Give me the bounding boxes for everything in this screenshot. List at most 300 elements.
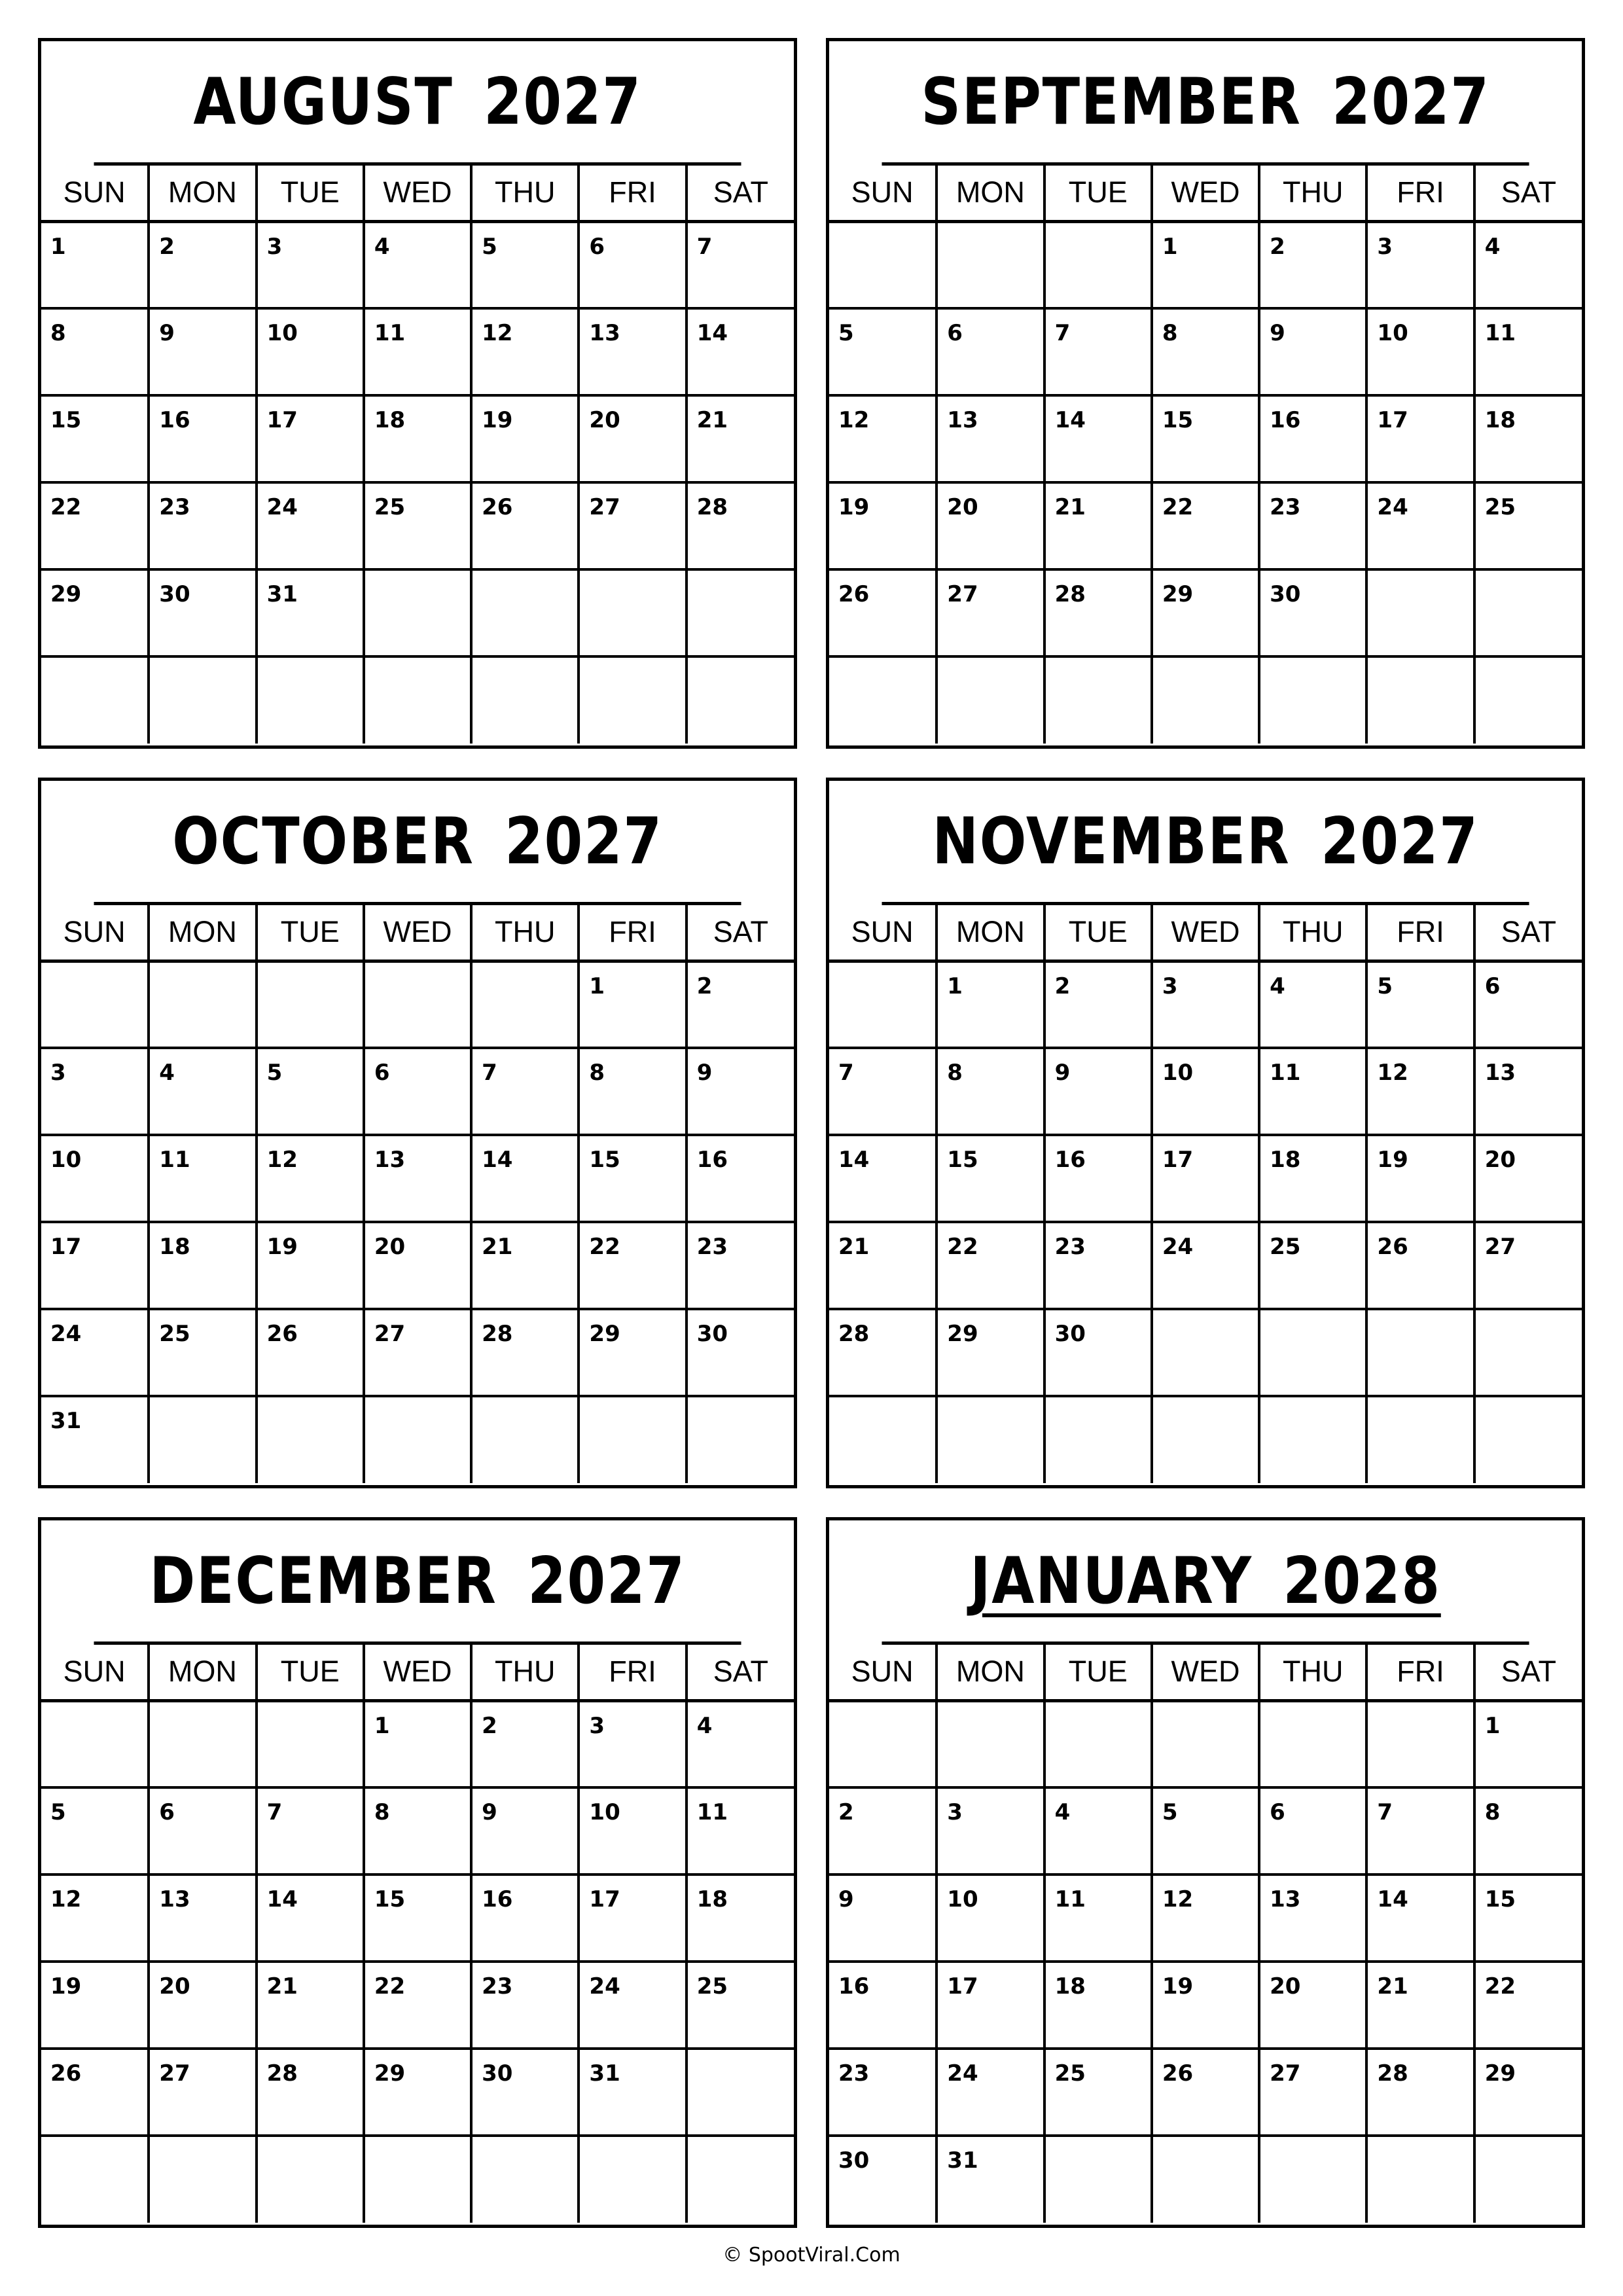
weekday-label: TUE — [1044, 1645, 1152, 1700]
day-cell — [471, 656, 579, 744]
day-cell — [1044, 221, 1152, 308]
weekday-label: SAT — [1474, 1645, 1582, 1700]
day-cell: 29 — [579, 1309, 686, 1396]
day-cell: 25 — [1259, 1222, 1366, 1309]
month-grid — [41, 905, 794, 1483]
day-cell — [149, 2136, 256, 2223]
copyright-footer: © SpootViral.Com — [722, 2244, 901, 2267]
day-cell: 28 — [687, 482, 794, 569]
week-row — [41, 1787, 794, 1874]
weekday-label: SAT — [687, 1645, 794, 1700]
day-cell: 12 — [41, 1874, 149, 1962]
day-cell: 10 — [579, 1787, 686, 1874]
day-cell: 23 — [1044, 1222, 1152, 1309]
weekday-label: THU — [1259, 166, 1366, 221]
day-cell: 11 — [687, 1787, 794, 1874]
day-cell — [687, 1396, 794, 1483]
day-cell: 26 — [1366, 1222, 1474, 1309]
day-cell: 11 — [364, 308, 471, 395]
week-row — [829, 1874, 1582, 1962]
weekday-label: SAT — [687, 166, 794, 221]
day-cell: 28 — [257, 2049, 364, 2136]
day-cell — [257, 656, 364, 744]
weekday-label: MON — [149, 905, 256, 961]
weekday-label: SUN — [829, 1645, 936, 1700]
day-cell: 25 — [1474, 482, 1582, 569]
weekday-label: FRI — [1366, 1645, 1474, 1700]
day-cell: 14 — [829, 1135, 936, 1222]
day-cell: 24 — [41, 1309, 149, 1396]
day-cell: 2 — [471, 1700, 579, 1787]
day-cell — [936, 1396, 1044, 1483]
day-cell — [1366, 1309, 1474, 1396]
calendar-august-2027 — [38, 38, 797, 749]
week-row — [829, 2049, 1582, 2136]
day-cell — [579, 2136, 686, 2223]
day-cell: 29 — [364, 2049, 471, 2136]
day-cell: 11 — [1259, 1048, 1366, 1135]
day-cell: 29 — [41, 569, 149, 656]
day-cell — [149, 961, 256, 1048]
day-cell: 26 — [1152, 2049, 1259, 2136]
day-cell: 14 — [1366, 1874, 1474, 1962]
month-grid — [829, 905, 1582, 1483]
day-cell: 13 — [1474, 1048, 1582, 1135]
week-row — [829, 656, 1582, 744]
day-cell: 6 — [149, 1787, 256, 1874]
day-cell: 24 — [1152, 1222, 1259, 1309]
day-cell — [257, 1700, 364, 1787]
day-cell: 26 — [471, 482, 579, 569]
day-cell: 18 — [1259, 1135, 1366, 1222]
week-row — [41, 482, 794, 569]
day-cell — [41, 961, 149, 1048]
week-row — [41, 1700, 794, 1787]
day-cell: 23 — [149, 482, 256, 569]
day-cell: 27 — [1259, 2049, 1366, 2136]
day-cell: 10 — [1152, 1048, 1259, 1135]
day-cell: 28 — [1366, 2049, 1474, 2136]
day-cell — [829, 656, 936, 744]
day-cell — [687, 2136, 794, 2223]
week-row — [829, 569, 1582, 656]
week-row — [41, 1222, 794, 1309]
day-cell: 5 — [41, 1787, 149, 1874]
week-row — [41, 2136, 794, 2223]
day-cell: 27 — [1474, 1222, 1582, 1309]
day-cell: 14 — [471, 1135, 579, 1222]
day-cell — [1259, 1396, 1366, 1483]
day-cell: 17 — [936, 1962, 1044, 2049]
day-cell: 21 — [1366, 1962, 1474, 2049]
week-row — [829, 1222, 1582, 1309]
day-cell: 10 — [936, 1874, 1044, 1962]
day-cell: 9 — [1044, 1048, 1152, 1135]
day-cell — [1474, 656, 1582, 744]
day-cell: 26 — [829, 569, 936, 656]
day-cell: 30 — [1259, 569, 1366, 656]
day-cell: 4 — [1259, 961, 1366, 1048]
day-cell: 23 — [687, 1222, 794, 1309]
day-cell — [829, 1700, 936, 1787]
day-cell — [364, 569, 471, 656]
weekday-label: SUN — [829, 166, 936, 221]
day-cell: 16 — [149, 395, 256, 482]
day-cell: 25 — [149, 1309, 256, 1396]
day-cell: 2 — [829, 1787, 936, 1874]
day-cell: 3 — [257, 221, 364, 308]
day-cell — [149, 656, 256, 744]
day-cell: 17 — [579, 1874, 686, 1962]
day-cell: 8 — [579, 1048, 686, 1135]
week-row — [829, 482, 1582, 569]
day-cell: 30 — [687, 1309, 794, 1396]
day-cell: 13 — [579, 308, 686, 395]
day-cell: 4 — [364, 221, 471, 308]
weekday-label: TUE — [257, 905, 364, 961]
day-cell — [1152, 1396, 1259, 1483]
day-cell — [1044, 1396, 1152, 1483]
day-cell: 1 — [936, 961, 1044, 1048]
day-cell — [1044, 2136, 1152, 2223]
day-cell: 6 — [579, 221, 686, 308]
weekday-label: FRI — [1366, 166, 1474, 221]
day-cell: 15 — [936, 1135, 1044, 1222]
weekday-label: MON — [149, 166, 256, 221]
day-cell — [1474, 1396, 1582, 1483]
day-cell — [149, 1396, 256, 1483]
day-cell: 18 — [1474, 395, 1582, 482]
weekday-label: SAT — [687, 905, 794, 961]
day-cell: 22 — [936, 1222, 1044, 1309]
weekday-label: FRI — [579, 166, 686, 221]
day-cell — [1474, 2136, 1582, 2223]
day-cell: 2 — [149, 221, 256, 308]
day-cell — [829, 961, 936, 1048]
week-row — [829, 1787, 1582, 1874]
month-grid — [829, 166, 1582, 744]
day-cell: 3 — [579, 1700, 686, 1787]
weekday-label: SUN — [41, 905, 149, 961]
day-cell: 26 — [257, 1309, 364, 1396]
day-cell: 15 — [1152, 395, 1259, 482]
day-cell: 4 — [149, 1048, 256, 1135]
weekday-header-row — [41, 166, 794, 221]
week-row — [41, 1874, 794, 1962]
day-cell: 7 — [1366, 1787, 1474, 1874]
day-cell: 20 — [364, 1222, 471, 1309]
day-cell: 27 — [149, 2049, 256, 2136]
weekday-label: WED — [1152, 1645, 1259, 1700]
day-cell: 13 — [364, 1135, 471, 1222]
day-cell: 29 — [1152, 569, 1259, 656]
day-cell: 12 — [1366, 1048, 1474, 1135]
day-cell: 2 — [1259, 221, 1366, 308]
calendar-january-2028 — [826, 1517, 1585, 2228]
day-cell: 25 — [364, 482, 471, 569]
week-row — [829, 961, 1582, 1048]
month-grid — [41, 1645, 794, 2223]
day-cell: 10 — [1366, 308, 1474, 395]
day-cell: 6 — [364, 1048, 471, 1135]
day-cell: 3 — [1152, 961, 1259, 1048]
weekday-label: TUE — [257, 1645, 364, 1700]
day-cell — [1044, 656, 1152, 744]
weekday-label: THU — [471, 166, 579, 221]
day-cell: 17 — [41, 1222, 149, 1309]
day-cell: 16 — [687, 1135, 794, 1222]
day-cell: 5 — [1366, 961, 1474, 1048]
weekday-label: WED — [1152, 166, 1259, 221]
day-cell — [471, 961, 579, 1048]
week-row — [829, 1396, 1582, 1483]
week-row — [41, 395, 794, 482]
day-cell: 1 — [1474, 1700, 1582, 1787]
day-cell — [579, 656, 686, 744]
day-cell — [829, 221, 936, 308]
day-cell — [1152, 1309, 1259, 1396]
week-row — [41, 1309, 794, 1396]
weekday-label: MON — [936, 905, 1044, 961]
day-cell: 24 — [936, 2049, 1044, 2136]
weekday-label: SUN — [41, 1645, 149, 1700]
week-row — [829, 308, 1582, 395]
day-cell: 21 — [471, 1222, 579, 1309]
day-cell: 17 — [257, 395, 364, 482]
day-cell: 17 — [1366, 395, 1474, 482]
week-row — [829, 1962, 1582, 2049]
month-title: AUGUST 2027 — [94, 41, 741, 166]
day-cell — [1259, 2136, 1366, 2223]
day-cell: 20 — [1259, 1962, 1366, 2049]
day-cell: 19 — [1152, 1962, 1259, 2049]
day-cell — [936, 656, 1044, 744]
weekday-label: FRI — [1366, 905, 1474, 961]
day-cell: 5 — [471, 221, 579, 308]
day-cell: 12 — [1152, 1874, 1259, 1962]
day-cell: 12 — [257, 1135, 364, 1222]
day-cell — [364, 2136, 471, 2223]
day-cell — [471, 1396, 579, 1483]
day-cell — [41, 1700, 149, 1787]
month-grid — [829, 1645, 1582, 2223]
day-cell: 28 — [1044, 569, 1152, 656]
day-cell: 8 — [1474, 1787, 1582, 1874]
month-grid — [41, 166, 794, 744]
day-cell — [687, 2049, 794, 2136]
day-cell: 13 — [936, 395, 1044, 482]
day-cell: 4 — [1474, 221, 1582, 308]
weekday-label: TUE — [257, 166, 364, 221]
day-cell: 15 — [364, 1874, 471, 1962]
weekday-label: WED — [364, 1645, 471, 1700]
day-cell: 7 — [687, 221, 794, 308]
day-cell: 15 — [41, 395, 149, 482]
day-cell — [257, 2136, 364, 2223]
day-cell — [1366, 656, 1474, 744]
day-cell: 16 — [471, 1874, 579, 1962]
day-cell — [1152, 656, 1259, 744]
day-cell — [1152, 2136, 1259, 2223]
day-cell: 12 — [471, 308, 579, 395]
weekday-label: MON — [936, 1645, 1044, 1700]
weekday-label: WED — [364, 905, 471, 961]
day-cell: 7 — [257, 1787, 364, 1874]
day-cell — [257, 1396, 364, 1483]
weekday-header-row — [41, 1645, 794, 1700]
week-row — [41, 308, 794, 395]
day-cell: 19 — [41, 1962, 149, 2049]
day-cell — [936, 1700, 1044, 1787]
day-cell: 2 — [687, 961, 794, 1048]
day-cell — [1259, 1309, 1366, 1396]
day-cell: 27 — [579, 482, 686, 569]
weekday-label: FRI — [579, 1645, 686, 1700]
day-cell — [936, 221, 1044, 308]
day-cell — [471, 2136, 579, 2223]
day-cell: 31 — [579, 2049, 686, 2136]
day-cell: 21 — [257, 1962, 364, 2049]
month-title: JANUARY 2028 — [882, 1520, 1529, 1645]
weekday-label: TUE — [1044, 905, 1152, 961]
day-cell — [687, 569, 794, 656]
day-cell — [149, 1700, 256, 1787]
day-cell: 8 — [364, 1787, 471, 1874]
day-cell: 19 — [829, 482, 936, 569]
month-title: NOVEMBER 2027 — [882, 781, 1529, 905]
day-cell: 25 — [687, 1962, 794, 2049]
day-cell: 8 — [936, 1048, 1044, 1135]
day-cell — [1152, 1700, 1259, 1787]
day-cell: 30 — [829, 2136, 936, 2223]
day-cell: 3 — [1366, 221, 1474, 308]
day-cell: 10 — [257, 308, 364, 395]
calendar-october-2027 — [38, 778, 797, 1488]
weekday-header-row — [829, 905, 1582, 961]
day-cell: 23 — [471, 1962, 579, 2049]
week-row — [41, 1396, 794, 1483]
day-cell: 24 — [1366, 482, 1474, 569]
day-cell: 24 — [579, 1962, 686, 2049]
day-cell: 23 — [829, 2049, 936, 2136]
day-cell: 1 — [579, 961, 686, 1048]
day-cell: 31 — [257, 569, 364, 656]
day-cell — [579, 1396, 686, 1483]
day-cell: 21 — [687, 395, 794, 482]
day-cell: 22 — [41, 482, 149, 569]
day-cell: 11 — [149, 1135, 256, 1222]
day-cell — [1366, 569, 1474, 656]
month-title: SEPTEMBER 2027 — [882, 41, 1529, 166]
day-cell: 7 — [471, 1048, 579, 1135]
day-cell: 16 — [829, 1962, 936, 2049]
day-cell: 18 — [1044, 1962, 1152, 2049]
day-cell: 22 — [579, 1222, 686, 1309]
day-cell: 15 — [1474, 1874, 1582, 1962]
day-cell: 11 — [1044, 1874, 1152, 1962]
day-cell: 5 — [829, 308, 936, 395]
day-cell: 28 — [829, 1309, 936, 1396]
weekday-label: WED — [364, 166, 471, 221]
day-cell — [364, 1396, 471, 1483]
day-cell: 7 — [829, 1048, 936, 1135]
day-cell: 17 — [1152, 1135, 1259, 1222]
calendar-december-2027 — [38, 1517, 797, 2228]
day-cell — [1474, 1309, 1582, 1396]
weekday-label: THU — [471, 1645, 579, 1700]
day-cell: 6 — [1474, 961, 1582, 1048]
month-title: OCTOBER 2027 — [94, 781, 741, 905]
day-cell: 18 — [149, 1222, 256, 1309]
week-row — [829, 2136, 1582, 2223]
day-cell: 4 — [1044, 1787, 1152, 1874]
day-cell: 16 — [1259, 395, 1366, 482]
day-cell: 29 — [1474, 2049, 1582, 2136]
day-cell: 18 — [364, 395, 471, 482]
day-cell: 5 — [257, 1048, 364, 1135]
day-cell — [1474, 569, 1582, 656]
day-cell: 20 — [1474, 1135, 1582, 1222]
day-cell: 18 — [687, 1874, 794, 1962]
day-cell: 19 — [471, 395, 579, 482]
week-row — [41, 569, 794, 656]
week-row — [41, 221, 794, 308]
day-cell: 20 — [579, 395, 686, 482]
day-cell: 21 — [829, 1222, 936, 1309]
week-row — [829, 1309, 1582, 1396]
day-cell — [41, 2136, 149, 2223]
day-cell: 19 — [1366, 1135, 1474, 1222]
day-cell: 12 — [829, 395, 936, 482]
day-cell: 13 — [149, 1874, 256, 1962]
day-cell: 9 — [829, 1874, 936, 1962]
day-cell: 20 — [149, 1962, 256, 2049]
calendar-november-2027 — [826, 778, 1585, 1488]
day-cell: 9 — [149, 308, 256, 395]
weekday-label: FRI — [579, 905, 686, 961]
day-cell — [687, 656, 794, 744]
day-cell: 4 — [687, 1700, 794, 1787]
day-cell: 6 — [1259, 1787, 1366, 1874]
day-cell: 9 — [687, 1048, 794, 1135]
day-cell — [1044, 1700, 1152, 1787]
week-row — [41, 2049, 794, 2136]
day-cell: 19 — [257, 1222, 364, 1309]
day-cell: 31 — [41, 1396, 149, 1483]
week-row — [41, 1135, 794, 1222]
day-cell: 5 — [1152, 1787, 1259, 1874]
weekday-label: SUN — [829, 905, 936, 961]
day-cell: 1 — [41, 221, 149, 308]
week-row — [829, 1700, 1582, 1787]
weekday-label: SUN — [41, 166, 149, 221]
day-cell — [1366, 2136, 1474, 2223]
weekday-label: WED — [1152, 905, 1259, 961]
day-cell: 27 — [364, 1309, 471, 1396]
week-row — [829, 395, 1582, 482]
day-cell: 13 — [1259, 1874, 1366, 1962]
week-row — [41, 1048, 794, 1135]
calendar-september-2027 — [826, 38, 1585, 749]
day-cell: 24 — [257, 482, 364, 569]
week-row — [41, 961, 794, 1048]
day-cell: 6 — [936, 308, 1044, 395]
weekday-label: TUE — [1044, 166, 1152, 221]
day-cell: 31 — [936, 2136, 1044, 2223]
day-cell: 29 — [936, 1309, 1044, 1396]
week-row — [829, 1135, 1582, 1222]
day-cell: 21 — [1044, 482, 1152, 569]
